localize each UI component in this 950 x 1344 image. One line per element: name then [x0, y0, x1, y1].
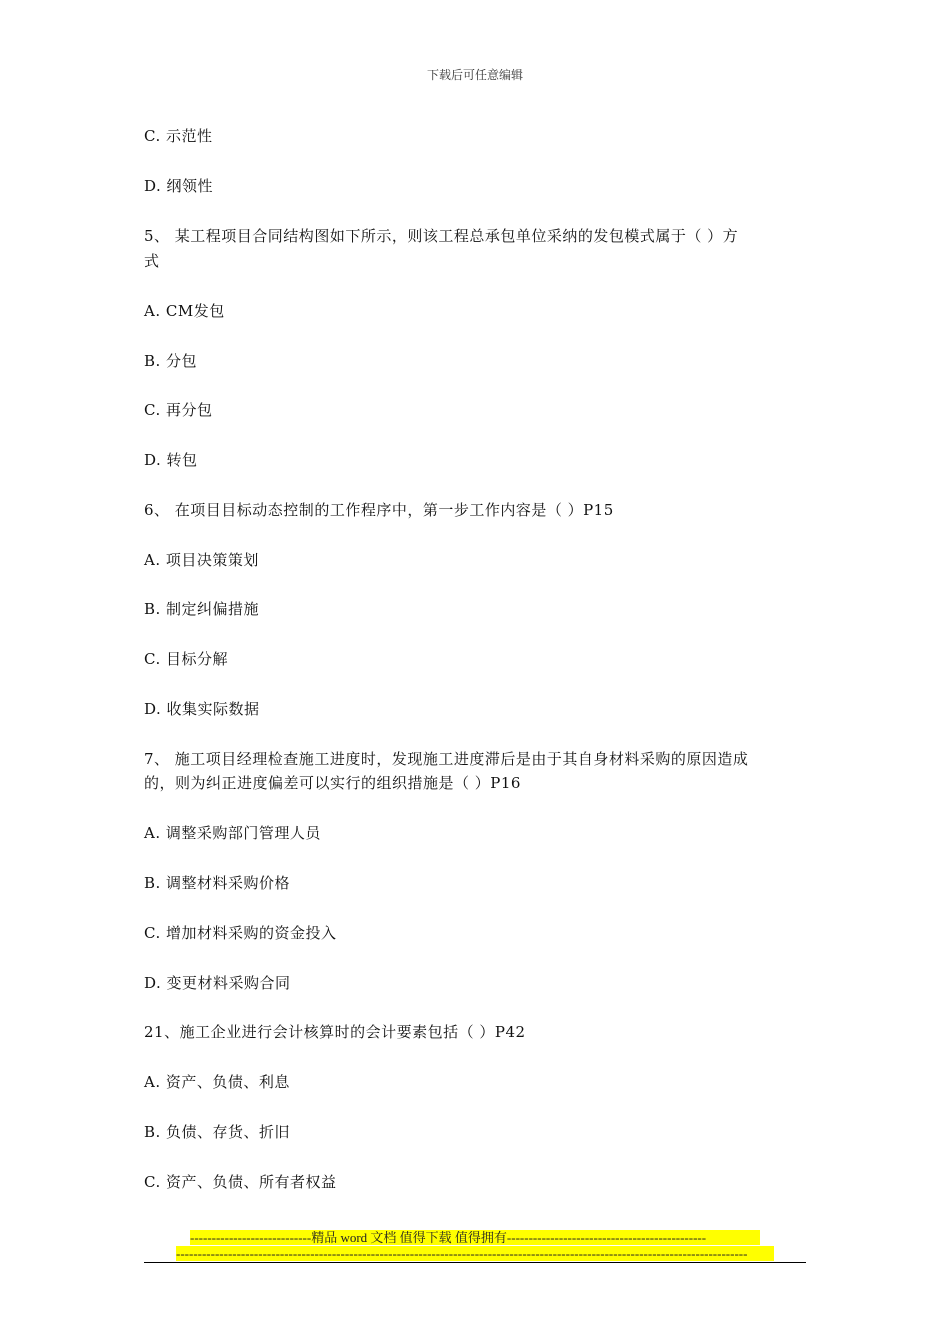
option-d-line: D. 纲领性 [144, 177, 214, 195]
page-header: 下载后可任意编辑 [426, 68, 523, 82]
question-7-option-b: B. 调整材料采购价格 [144, 874, 291, 892]
question-7-option-a: A. 调整采购部门管理人员 [144, 824, 321, 842]
footer-banner-line-2: ------------------------------------------------------------------------------------------------------------------------------------ [176, 1246, 774, 1261]
question-5-option-a: A. CM发包 [144, 302, 225, 320]
question-5-option-d: D. 转包 [144, 451, 198, 469]
question-6-option-a: A. 项目决策策划 [144, 551, 259, 569]
question-21-line: 21、施工企业进行会计核算时的会计要素包括（ ）P42 [144, 1023, 526, 1041]
question-6-option-b: B. 制定纠偏措施 [144, 600, 260, 618]
footer-rule [144, 1262, 806, 1263]
question-6-line: 6、 在项目目标动态控制的工作程序中，第一步工作内容是（ ）P15 [144, 501, 614, 519]
question-7-option-c: C. 增加材料采购的资金投入 [144, 924, 337, 942]
question-5-line-1: 5、 某工程项目合同结构图如下所示，则该工程总承包单位采纳的发包模式属于（ ）方 [144, 227, 739, 245]
question-6-option-c: C. 目标分解 [144, 650, 228, 668]
question-7-option-d: D. 变更材料采购合同 [144, 974, 291, 992]
question-7-line-1: 7、 施工项目经理检查施工进度时，发现施工进度滞后是由于其自身材料采购的原因造成 [144, 750, 749, 768]
question-21-option-c: C. 资产、负债、所有者权益 [144, 1173, 337, 1191]
question-5-option-c: C. 再分包 [144, 401, 213, 419]
question-21-option-a: A. 资产、负债、利息 [144, 1073, 290, 1091]
question-6-option-d: D. 收集实际数据 [144, 700, 260, 718]
question-5-option-b: B. 分包 [144, 352, 198, 370]
question-5-line-2: 式 [144, 252, 160, 270]
footer-banner-line-1: ----------------------------精品 word 文档 值得下载 值得拥有---------------------------------------------- [190, 1230, 760, 1245]
option-c-line: C. 示范性 [144, 127, 213, 145]
question-7-line-2: 的，则为纠正进度偏差可以实行的组织措施是（ ）P16 [144, 774, 521, 792]
question-21-option-b: B. 负债、存货、折旧 [144, 1123, 291, 1141]
